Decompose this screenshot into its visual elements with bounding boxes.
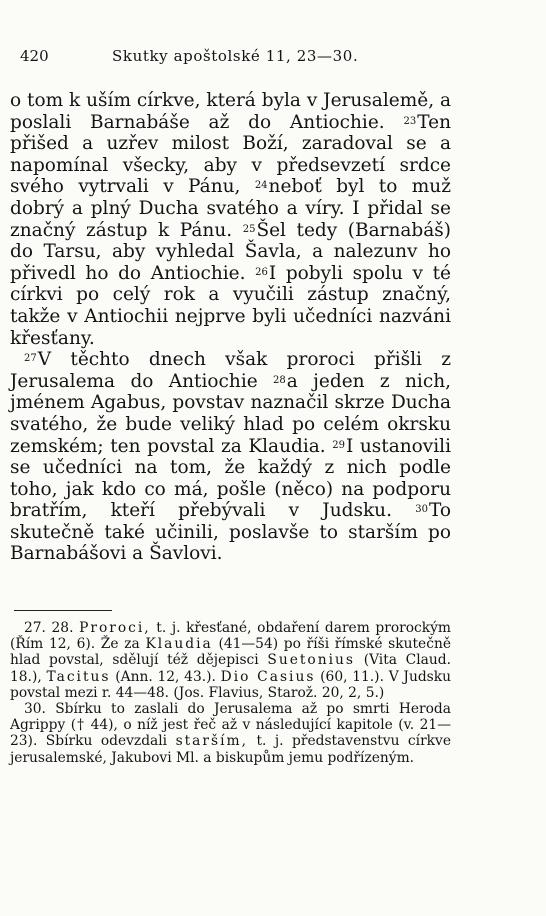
verse-number-29: 29 [332,439,345,451]
verse-24: neboť byl to muž dobrý a plný Ducha svatého a víry. I přidal se značný zástup k Pánu. [10,176,451,241]
page-header [18,47,528,71]
footnote-term: Dio Casius [220,668,316,685]
footnote-text: (41—54) po říši římské skutečně hlad povstal, sdělují též dějepisci [10,636,451,669]
page-number: 420 [20,47,49,65]
footnote-term: Proroci, [79,620,151,636]
verse-22-end: o tom k uším církve, která byla v Jerusalemě, a poslali Barnabáše až do Antiochie. [10,90,451,133]
footnote-ref: 27. 28. [24,620,74,636]
footnote-text: t. j. představenstvu církve jerusalemské, Jakubovi Ml. a biskupům jemu podřízeným. [10,733,451,766]
verse-number-25: 25 [242,223,256,235]
verse-27: V těchto dnech však proroci přišli z Jerusalema do Antiochie [10,349,451,392]
footnote-text: (Vita Claud. 18.), [10,652,451,685]
footnote-term: Suetonius [267,652,355,669]
paragraph-2 [10,349,451,565]
footnote-30 [10,701,451,766]
paragraph-1 [10,90,451,349]
verse-28: a jeden z nich, jménem Agabus, povstav naznačil skrze Ducha svatého, že bude veliký hlad po celém okrsku zemském; ten povstal za Klaudia. [10,370,451,457]
verse-number-26: 26 [255,266,268,278]
verse-23: Ten přišed a uzřev milost Boží, zaradoval se a napomínal všecky, aby v předsevzetí srdce svého vytrvali v Pánu, [10,111,451,198]
verse-number-27: 27 [24,353,37,365]
verse-number-24: 24 [254,180,268,192]
verse-30: To skutečně také učinili, poslavše to starším po Barnabášovi a Šavlovi. [10,500,451,565]
footnote-term: starším, [175,733,248,750]
footnotes [10,620,451,766]
verse-26: I pobyli spolu v té církvi po celý rok a vyučili zástup značný, takže v Antiochii nejprve byli učedníci nazváni křesťany. [10,262,451,349]
verse-number-30: 30 [415,504,428,516]
footnote-text: (Ann. 12, 43.). [115,668,216,685]
scripture-text [10,90,451,565]
footnote-divider [14,610,112,611]
verse-number-23: 23 [403,115,417,127]
verse-25: Šel tedy (Barnabáš) do Tarsu, aby vyhledal Šavla, a nalezunv ho přivedl ho do Antiochie. [10,219,451,284]
footnote-text: 30. Sbírku to zaslali do Jerusalema až po smrti Heroda Agrippy († 44), o níž jest řeč až v následující kapitole (v. 21—23). Sbírku odevzdali [10,701,451,750]
verse-29: I ustanovili se učedníci na tom, že každý z nich podle toho, jak kdo co má, pošle (něco) na podporu bratřím, kteří přebývali v Judsku. [10,435,451,522]
verse-number-28: 28 [273,374,286,386]
running-title: Skutky apoštolské 11, 23—30. [112,47,359,65]
footnote-term: Tacitus [46,668,111,685]
footnote-text: t. j. křesťané, obdaření darem prorockým (Řím 12, 6). Že za [10,620,451,653]
footnote-27-28 [10,620,451,701]
footnote-text: (60, 11.). V Judsku povstal mezi r. 44—48. (Jos. Flavius, Starož. 20, 2, 5.) [10,668,451,701]
footnote-term: Klaudia [145,636,213,653]
